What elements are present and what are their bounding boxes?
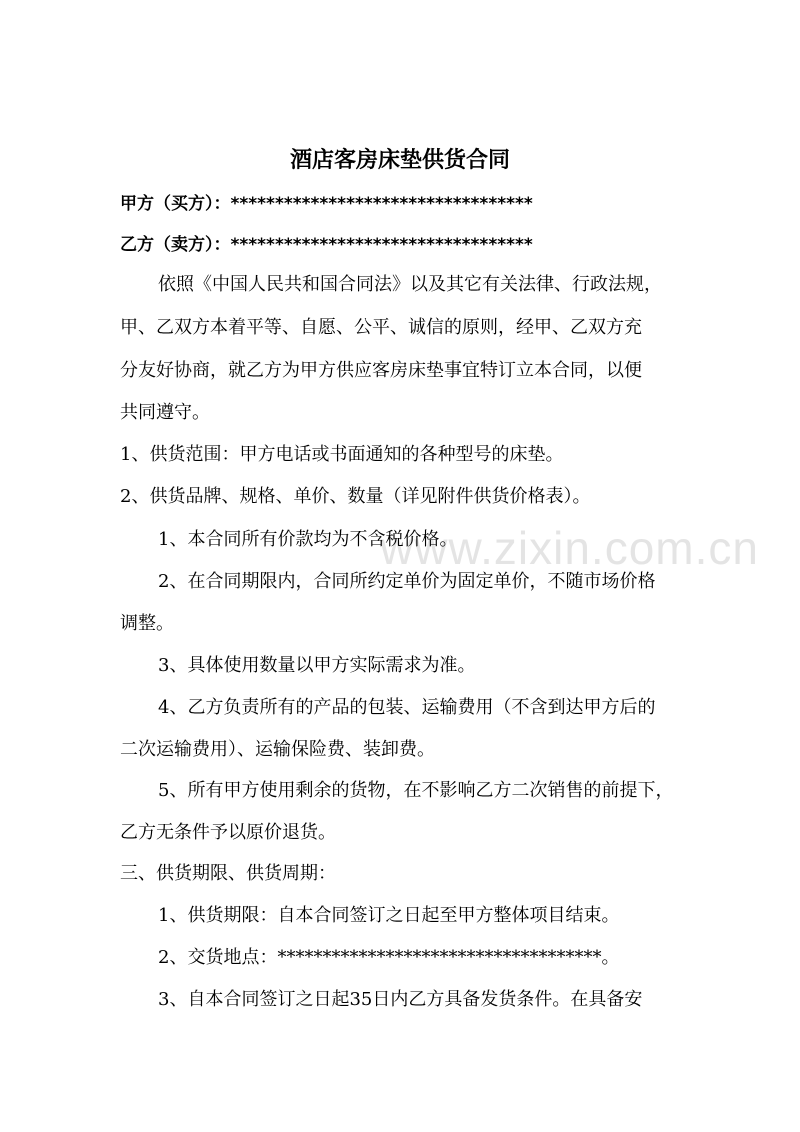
preamble-line: 共同遵守。	[120, 402, 210, 423]
section-2-item-5: 5、所有甲方使用剩余的货物，在不影响乙方二次销售的前提下，	[158, 780, 674, 801]
section-3-item-2: 2、交货地点：************************************。	[158, 947, 620, 968]
section-2-item-4: 4、乙方负责所有的产品的包装、运输费用（不含到达甲方后的	[158, 697, 656, 718]
party-b-line: 乙方（卖方）：**********************************	[120, 235, 533, 255]
party-a-line: 甲方（买方）：**********************************	[120, 194, 533, 214]
section-1-supply-scope: 1、供货范围：甲方电话或书面通知的各种型号的床垫。	[120, 444, 564, 465]
section-2-item-5-cont: 乙方无条件予以原价退货。	[120, 822, 336, 843]
section-2-item-2-cont: 调整。	[120, 613, 174, 634]
section-3-item-1: 1、供货期限：自本合同签订之日起至甲方整体项目结束。	[158, 905, 620, 926]
section-3-heading: 三、供货期限、供货周期：	[120, 863, 336, 884]
section-2-brand-spec: 2、供货品牌、规格、单价、数量（详见附件供货价格表）。	[120, 486, 591, 507]
section-2-item-2: 2、在合同期限内，合同所约定单价为固定单价，不随市场价格	[158, 571, 656, 592]
watermark: www.zixin.com.cn	[380, 522, 759, 574]
preamble-line: 分友好协商，就乙方为甲方供应客房床垫事宜特订立本合同，以便	[120, 360, 642, 381]
document-title: 酒店客房床垫供货合同	[289, 148, 510, 173]
section-2-item-4-cont: 二次运输费用）、运输保险费、装卸费。	[120, 739, 435, 760]
section-3-item-3: 3、自本合同签订之日起35日内乙方具备发货条件。在具备安	[158, 989, 643, 1010]
section-2-item-1: 1、本合同所有价款均为不含税价格。	[158, 529, 458, 550]
preamble-line: 甲、乙双方本着平等、自愿、公平、诚信的原则，经甲、乙双方充	[120, 317, 642, 338]
preamble-line: 依照《中国人民共和国合同法》以及其它有关法律、行政法规，	[158, 274, 662, 295]
section-2-item-3: 3、具体使用数量以甲方实际需求为准。	[158, 655, 476, 676]
